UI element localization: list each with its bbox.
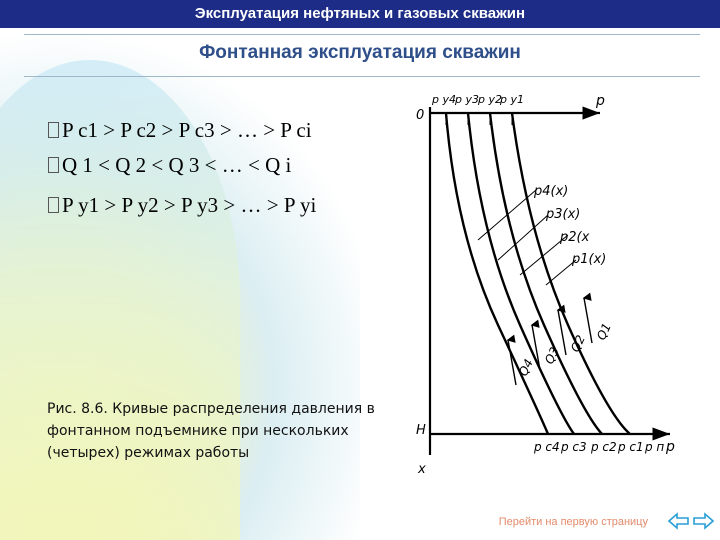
curve-label: p2(x — [560, 230, 590, 245]
slide-subtitle: Фонтанная эксплуатация скважин — [199, 42, 521, 63]
pressure-diagram-svg — [408, 85, 688, 480]
bottom-axis-label: p — [666, 439, 675, 455]
bottom-tick-label: p c3 — [561, 440, 587, 454]
divider-top — [24, 34, 700, 35]
top-tick-label: p у2 — [478, 93, 502, 106]
curve-p2 — [490, 113, 602, 434]
formula-line-2 — [48, 153, 291, 178]
flow-label: Q4 — [516, 356, 536, 379]
header-title: Эксплуатация нефтяных и газовых скважин — [0, 0, 720, 28]
top-tick-label: p у3 — [455, 93, 479, 106]
figure-caption: Рис. 8.6. Кривые распределения давления в фонтанном подъемнике при нескольких (четырех) режимах работы — [47, 401, 375, 461]
top-tick-label: p у1 — [500, 93, 524, 106]
bottom-axis-origin: H — [416, 423, 426, 438]
top-tick-label: p у4 — [432, 93, 456, 106]
top-axis-origin: 0 — [416, 108, 425, 123]
pressure-diagram — [408, 85, 688, 480]
curve-p1 — [512, 113, 630, 434]
bullet-box-icon — [48, 157, 59, 173]
bullet-box-icon — [48, 122, 59, 138]
bottom-tick-label: p c4 — [534, 440, 560, 454]
curve-label: p4(x) — [534, 184, 569, 199]
top-axis-label: p — [596, 93, 605, 109]
formula-line-3 — [48, 193, 316, 218]
bullet-box-icon — [48, 197, 59, 213]
bottom-tick-label: p c2 — [591, 440, 617, 454]
flow-label: Q3 — [542, 344, 562, 367]
bottom-tick-label: p п — [645, 440, 665, 454]
y-axis-label: x — [418, 462, 426, 477]
arrow-right-icon[interactable] — [692, 512, 714, 530]
bottom-tick-label: p c1 — [618, 440, 644, 454]
divider-bottom — [24, 76, 700, 77]
flow-arrow — [584, 298, 592, 343]
first-page-link[interactable]: Перейти на первую страницу — [498, 516, 648, 528]
formula-text: P у1 > P у2 > P у3 > … > P уi — [62, 193, 317, 217]
curve-p3 — [468, 113, 574, 434]
formula-text: P c1 > P c2 > P c3 > … > P ci — [62, 118, 312, 142]
formula-text: Q 1 < Q 2 < Q 3 < … < Q i — [62, 153, 292, 177]
leader-line — [478, 190, 536, 240]
curve-label: p1(x) — [572, 252, 607, 267]
formula-line-1 — [48, 118, 312, 143]
flow-label: Q2 — [568, 332, 588, 355]
curve-label: p3(x) — [546, 207, 581, 222]
flow-label: Q1 — [594, 320, 614, 343]
arrow-left-icon[interactable] — [668, 512, 690, 530]
